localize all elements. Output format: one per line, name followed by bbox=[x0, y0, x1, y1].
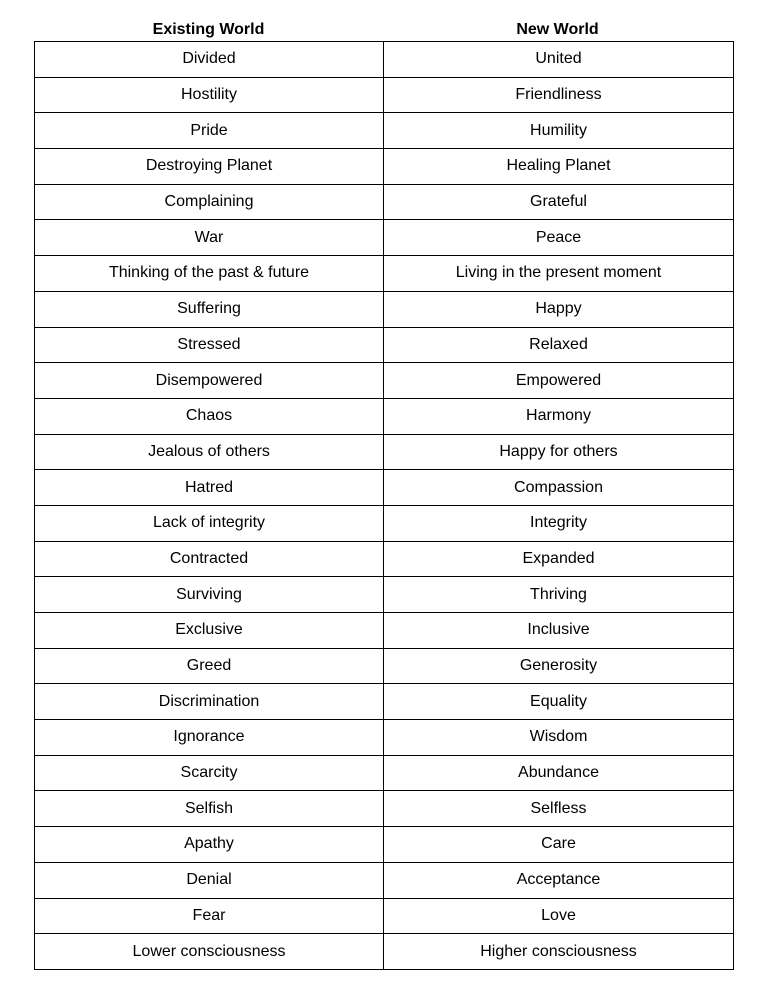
existing-world-cell: Denial bbox=[35, 862, 384, 898]
table-row bbox=[35, 505, 734, 541]
existing-world-cell: Apathy bbox=[35, 827, 384, 863]
new-world-cell: Compassion bbox=[384, 470, 734, 506]
table-row bbox=[35, 77, 734, 113]
existing-world-cell: Fear bbox=[35, 898, 384, 934]
existing-world-cell: Stressed bbox=[35, 327, 384, 363]
new-world-cell: Care bbox=[384, 827, 734, 863]
new-world-cell: United bbox=[384, 42, 734, 78]
new-world-cell: Living in the present moment bbox=[384, 256, 734, 292]
existing-world-cell: Exclusive bbox=[35, 613, 384, 649]
existing-world-cell: Jealous of others bbox=[35, 434, 384, 470]
existing-world-cell: Scarcity bbox=[35, 755, 384, 791]
table-row bbox=[35, 934, 734, 970]
table-row bbox=[35, 327, 734, 363]
new-world-cell: Selfless bbox=[384, 791, 734, 827]
existing-world-cell: Pride bbox=[35, 113, 384, 149]
new-world-cell: Grateful bbox=[384, 184, 734, 220]
existing-world-cell: Destroying Planet bbox=[35, 149, 384, 185]
new-world-cell: Humility bbox=[384, 113, 734, 149]
existing-world-cell: Chaos bbox=[35, 398, 384, 434]
table-row bbox=[35, 648, 734, 684]
existing-world-cell: Discrimination bbox=[35, 684, 384, 720]
new-world-cell: Relaxed bbox=[384, 327, 734, 363]
existing-world-cell: Thinking of the past & future bbox=[35, 256, 384, 292]
new-world-cell: Friendliness bbox=[384, 77, 734, 113]
table-row bbox=[35, 291, 734, 327]
new-world-cell: Harmony bbox=[384, 398, 734, 434]
column-header-existing-world: Existing World bbox=[152, 21, 265, 38]
existing-world-cell: Greed bbox=[35, 648, 384, 684]
new-world-cell: Healing Planet bbox=[384, 149, 734, 185]
existing-world-cell: Suffering bbox=[35, 291, 384, 327]
new-world-cell: Higher consciousness bbox=[384, 934, 734, 970]
table-row bbox=[35, 220, 734, 256]
new-world-cell: Empowered bbox=[384, 363, 734, 399]
existing-world-cell: War bbox=[35, 220, 384, 256]
table-row bbox=[35, 898, 734, 934]
new-world-cell: Inclusive bbox=[384, 613, 734, 649]
table-row bbox=[35, 577, 734, 613]
new-world-cell: Happy for others bbox=[384, 434, 734, 470]
table-row bbox=[35, 755, 734, 791]
new-world-cell: Love bbox=[384, 898, 734, 934]
existing-world-cell: Lower consciousness bbox=[35, 934, 384, 970]
table-row bbox=[35, 541, 734, 577]
table-row bbox=[35, 862, 734, 898]
table-header bbox=[34, 19, 732, 41]
new-world-cell: Happy bbox=[384, 291, 734, 327]
new-world-cell: Wisdom bbox=[384, 720, 734, 756]
table-row bbox=[35, 827, 734, 863]
new-world-cell: Acceptance bbox=[384, 862, 734, 898]
table-row bbox=[35, 684, 734, 720]
new-world-cell: Integrity bbox=[384, 505, 734, 541]
new-world-cell: Expanded bbox=[384, 541, 734, 577]
table-row bbox=[35, 398, 734, 434]
existing-world-cell: Contracted bbox=[35, 541, 384, 577]
existing-world-cell: Surviving bbox=[35, 577, 384, 613]
new-world-cell: Peace bbox=[384, 220, 734, 256]
new-world-cell: Generosity bbox=[384, 648, 734, 684]
table-row bbox=[35, 363, 734, 399]
table-row bbox=[35, 613, 734, 649]
table-body bbox=[35, 42, 734, 970]
existing-world-cell: Disempowered bbox=[35, 363, 384, 399]
table-row bbox=[35, 434, 734, 470]
table-row bbox=[35, 184, 734, 220]
table-row bbox=[35, 42, 734, 78]
table-row bbox=[35, 720, 734, 756]
existing-world-cell: Hatred bbox=[35, 470, 384, 506]
table-row bbox=[35, 791, 734, 827]
existing-world-cell: Selfish bbox=[35, 791, 384, 827]
existing-world-cell: Hostility bbox=[35, 77, 384, 113]
table-row bbox=[35, 470, 734, 506]
new-world-cell: Equality bbox=[384, 684, 734, 720]
existing-world-cell: Ignorance bbox=[35, 720, 384, 756]
new-world-cell: Thriving bbox=[384, 577, 734, 613]
comparison-table bbox=[34, 41, 734, 970]
table-row bbox=[35, 256, 734, 292]
existing-world-cell: Complaining bbox=[35, 184, 384, 220]
new-world-cell: Abundance bbox=[384, 755, 734, 791]
table-row bbox=[35, 113, 734, 149]
column-header-new-world: New World bbox=[516, 21, 599, 38]
existing-world-cell: Lack of integrity bbox=[35, 505, 384, 541]
table-row bbox=[35, 149, 734, 185]
existing-world-cell: Divided bbox=[35, 42, 384, 78]
